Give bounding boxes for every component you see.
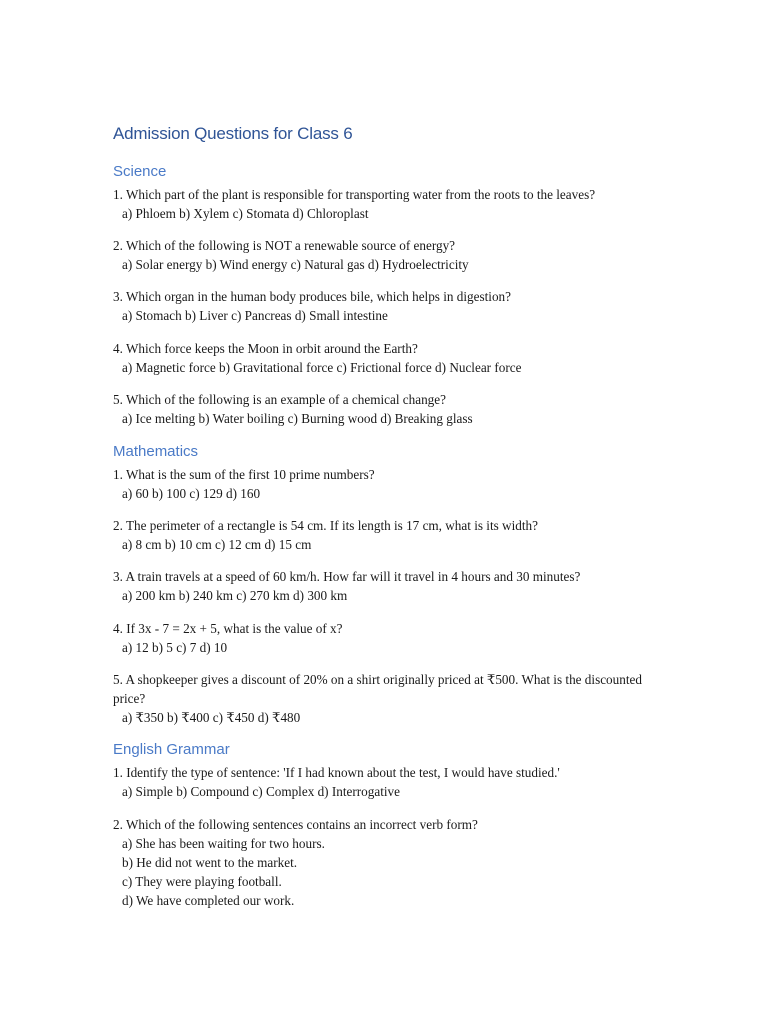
answer-options: a) 60 b) 100 c) 129 d) 160 (122, 486, 261, 501)
science-question-1 (113, 185, 658, 223)
question-text: 3. Which organ in the human body produces bile, which helps in digestion? (113, 289, 511, 304)
math-question-5 (113, 670, 658, 727)
answer-option-c: c) They were playing football. (122, 874, 282, 889)
answer-options: a) 12 b) 5 c) 7 d) 10 (122, 640, 228, 655)
section-heading-english-grammar: English Grammar (113, 741, 230, 758)
answer-options: a) ₹350 b) ₹400 c) ₹450 d) ₹480 (122, 710, 301, 725)
answer-options: a) Stomach b) Liver c) Pancreas d) Small intestine (122, 308, 388, 323)
question-text: 5. Which of the following is an example of a chemical change? (113, 392, 446, 407)
answer-options: a) Phloem b) Xylem c) Stomata d) Chloroplast (122, 206, 369, 221)
english-question-2 (113, 815, 658, 910)
answer-option-b: b) He did not went to the market. (122, 855, 298, 870)
page-title: Admission Questions for Class 6 (113, 124, 353, 143)
section-heading-mathematics: Mathematics (113, 443, 199, 460)
question-text: 4. Which force keeps the Moon in orbit around the Earth? (113, 341, 418, 356)
answer-option-a: a) She has been waiting for two hours. (122, 836, 325, 851)
answer-options: a) Ice melting b) Water boiling c) Burning wood d) Breaking glass (122, 411, 473, 426)
science-question-5 (113, 390, 658, 428)
answer-options: a) Simple b) Compound c) Complex d) Interrogative (122, 784, 400, 799)
science-question-2 (113, 236, 658, 274)
question-text: 2. Which of the following sentences contains an incorrect verb form? (113, 817, 478, 832)
answer-options: a) 200 km b) 240 km c) 270 km d) 300 km (122, 588, 348, 603)
answer-options: a) 8 cm b) 10 cm c) 12 cm d) 15 cm (122, 537, 312, 552)
question-text: 2. The perimeter of a rectangle is 54 cm. If its length is 17 cm, what is its width? (113, 518, 538, 533)
question-text: 5. A shopkeeper gives a discount of 20% on a shirt originally priced at ₹500. What is the discounted price? (113, 672, 642, 706)
question-text: 4. If 3x - 7 = 2x + 5, what is the value of x? (113, 621, 343, 636)
math-question-1 (113, 465, 658, 503)
answer-option-d: d) We have completed our work. (122, 893, 295, 908)
math-question-3 (113, 567, 658, 605)
section-heading-science: Science (113, 163, 167, 180)
question-text: 1. Which part of the plant is responsible for transporting water from the roots to the leaves? (113, 187, 596, 202)
science-question-3 (113, 287, 658, 325)
math-question-4 (113, 619, 658, 657)
science-question-4 (113, 339, 658, 377)
question-text: 3. A train travels at a speed of 60 km/h. How far will it travel in 4 hours and 30 minutes? (113, 569, 581, 584)
question-text: 1. Identify the type of sentence: 'If I had known about the test, I would have studied.' (113, 765, 560, 780)
question-text: 1. What is the sum of the first 10 prime numbers? (113, 467, 375, 482)
answer-options: a) Solar energy b) Wind energy c) Natural gas d) Hydroelectricity (122, 257, 469, 272)
math-question-2 (113, 516, 658, 554)
question-text: 2. Which of the following is NOT a renewable source of energy? (113, 238, 456, 253)
english-question-1 (113, 763, 658, 801)
answer-options: a) Magnetic force b) Gravitational force c) Frictional force d) Nuclear force (122, 360, 522, 375)
